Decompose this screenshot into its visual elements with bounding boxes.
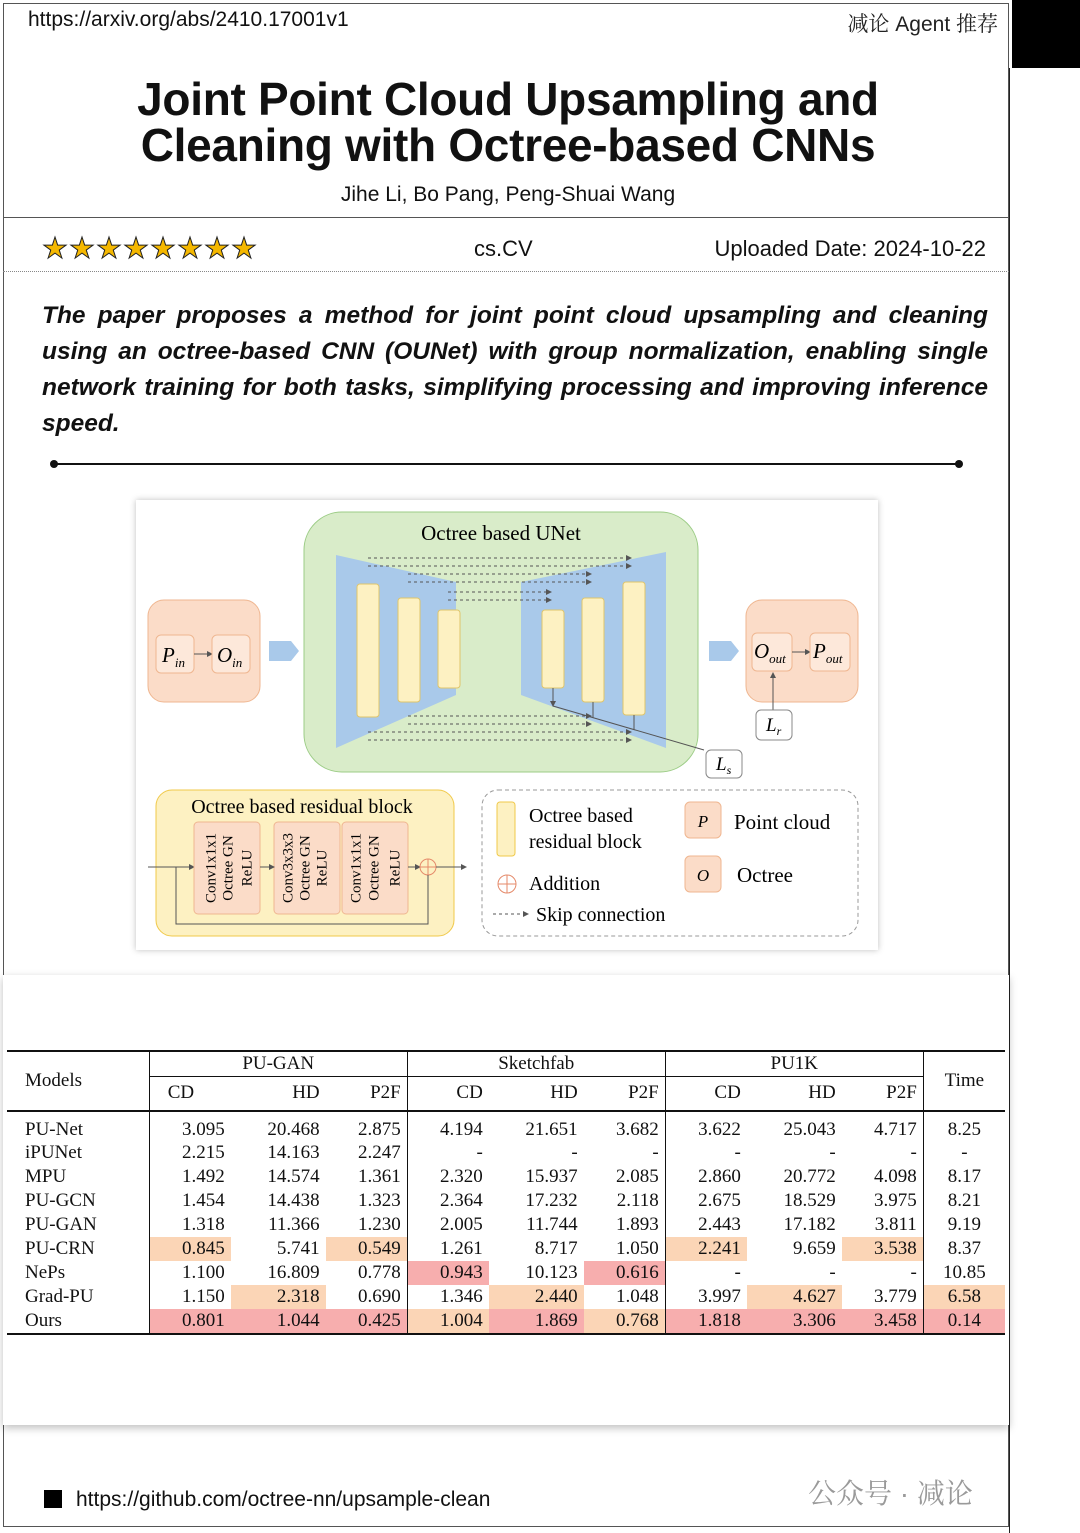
table-cell: 14.163 [267, 1141, 320, 1163]
group-header: PU1K [665, 1051, 923, 1077]
metric-header: CD [149, 1077, 231, 1111]
table-cell: 1.230 [357, 1213, 401, 1235]
table-cell: - [910, 1261, 917, 1283]
table-row [7, 1237, 1005, 1261]
table-cell: - [923, 1141, 1005, 1165]
encoder-block [398, 598, 420, 702]
table-cell: 17.182 [783, 1213, 836, 1235]
table-cell: 0.690 [357, 1285, 401, 1307]
layer-label: Conv1x1x1 [348, 832, 365, 904]
metric-header: P2F [886, 1082, 917, 1104]
table-cell: 3.997 [665, 1285, 747, 1309]
table-cell: 1.044 [231, 1309, 326, 1334]
table-cell: - [407, 1141, 489, 1165]
table-cell: - [652, 1141, 659, 1163]
table-cell: 20.772 [783, 1165, 836, 1187]
table-cell: 5.741 [276, 1237, 320, 1259]
table-cell: 2.675 [665, 1189, 747, 1213]
table-cell: 8.21 [923, 1189, 1005, 1213]
table-cell: - [829, 1141, 836, 1163]
model-name: PU-GAN [25, 1213, 97, 1235]
legend-o-letter: O [696, 866, 710, 885]
table-cell: 1.893 [616, 1213, 659, 1235]
category: cs.CV [474, 236, 533, 261]
metric-header: HD [550, 1082, 578, 1104]
authors: Jihe Li, Bo Pang, Peng-Shuai Wang [340, 183, 676, 206]
table-row [7, 1213, 1005, 1237]
table-cell: 3.811 [874, 1213, 917, 1235]
table-cell: 0.549 [326, 1237, 408, 1261]
meta-rule [3, 271, 1009, 272]
table-cell: 2.085 [616, 1165, 659, 1187]
table-cell: 21.651 [525, 1118, 578, 1140]
table-cell: 14.574 [267, 1165, 320, 1187]
table-cell: 3.622 [665, 1111, 747, 1141]
table-cell: 0.616 [584, 1261, 666, 1285]
layer-label: Octree GN [297, 835, 314, 901]
table-cell: 3.779 [874, 1285, 917, 1307]
legend-point-cloud: Point cloud [734, 810, 831, 834]
encoder-block [438, 610, 460, 688]
legend-res-2: residual block [529, 831, 642, 853]
rating-stars: ★★★★★★★★ [42, 233, 258, 265]
layer-label: Conv3x3x3 [280, 832, 297, 904]
corner-block [1012, 0, 1080, 68]
table-cell: 4.194 [407, 1111, 489, 1141]
legend-res-1: Octree based [529, 805, 633, 827]
o-in-label: $O_{in}$ [217, 643, 243, 670]
model-name: PU-CRN [25, 1237, 95, 1259]
right-border [1009, 68, 1010, 1533]
header-rule [3, 217, 1009, 218]
table-cell: 3.538 [842, 1237, 924, 1261]
section-divider [54, 463, 959, 465]
table-cell: 2.318 [231, 1285, 326, 1309]
table-cell: 11.744 [526, 1213, 578, 1235]
table-cell: 1.818 [665, 1309, 747, 1334]
arxiv-url[interactable]: https://arxiv.org/abs/2410.17001v1 [28, 8, 349, 31]
table-cell: 8.37 [923, 1237, 1005, 1261]
layer-label: Conv1x1x1 [203, 832, 220, 904]
table-cell: 2.118 [616, 1189, 659, 1211]
model-name: iPUNet [25, 1141, 82, 1163]
table-cell: 17.232 [525, 1189, 578, 1211]
table-cell: 1.346 [407, 1285, 489, 1309]
layer-label: ReLU [239, 849, 256, 887]
table-row [7, 1189, 1005, 1213]
table-cell: 11.366 [268, 1213, 320, 1235]
paper-title [40, 73, 976, 171]
table-cell: 1.318 [149, 1213, 231, 1237]
table-cell: 3.975 [874, 1189, 917, 1211]
results-table [7, 1050, 1005, 1335]
architecture-figure [136, 500, 878, 950]
table-cell: 16.809 [267, 1261, 320, 1283]
unet-title: Octree based UNet [421, 521, 581, 545]
table-cell: 2.005 [407, 1213, 489, 1237]
table-cell: 3.682 [616, 1118, 659, 1140]
upload-date: Uploaded Date: 2024-10-22 [714, 236, 986, 261]
p-out-label: $P_{out}$ [813, 639, 843, 666]
input-arrow [269, 641, 299, 661]
decoder-block [623, 582, 645, 715]
model-name: PU-GCN [25, 1189, 96, 1211]
table-cell: 3.458 [842, 1309, 924, 1334]
table-cell: 1.100 [149, 1261, 231, 1285]
table-row [7, 1165, 1005, 1189]
table-cell: - [571, 1141, 578, 1163]
table-cell: 4.627 [747, 1285, 842, 1309]
layer-label: Octree GN [366, 835, 383, 901]
layer-label: ReLU [387, 849, 404, 887]
metric-header: P2F [370, 1082, 401, 1104]
table-cell: 0.845 [149, 1237, 231, 1261]
watermark: 公众号 · 减论 [808, 1478, 973, 1509]
table-cell: 2.215 [149, 1141, 231, 1165]
table-cell: 3.306 [747, 1309, 842, 1334]
table-cell: 0.425 [326, 1309, 408, 1334]
table-cell: 2.247 [357, 1141, 401, 1163]
table-cell: 0.801 [149, 1309, 231, 1334]
legend-octree: Octree [737, 863, 793, 887]
model-name: Grad-PU [25, 1285, 94, 1307]
brand-label: 减论 Agent 推荐 [847, 13, 998, 36]
metric-header: CD [665, 1077, 747, 1111]
table-cell: 10.123 [525, 1261, 578, 1283]
table-row [7, 1285, 1005, 1309]
table-cell: 0.768 [584, 1309, 666, 1334]
loss-r-label: $L_r$ [766, 715, 782, 738]
table-cell: 2.875 [357, 1118, 401, 1140]
table-cell: 2.364 [407, 1189, 489, 1213]
model-name: NePs [25, 1261, 66, 1283]
residual-block-title: Octree based residual block [191, 796, 413, 818]
bullet-square [44, 1490, 62, 1508]
table-cell: 8.717 [534, 1237, 578, 1259]
table-cell: 9.19 [923, 1213, 1005, 1237]
table-cell: 1.869 [489, 1309, 584, 1334]
table-cell: 2.860 [665, 1165, 747, 1189]
legend-block-swatch [497, 802, 515, 856]
results-body [7, 1111, 1005, 1334]
legend-p-letter: P [697, 812, 709, 831]
table-row [7, 1261, 1005, 1285]
metric-header: P2F [628, 1082, 659, 1104]
loss-s-label: $L_s$ [716, 754, 732, 777]
table-cell: 2.443 [665, 1213, 747, 1237]
summary: The paper proposes a method for joint point cloud upsampling and cleaning using an octree-based CNN (OUNet) with group normalization, enabling single network training for both tasks, simplifying processing and improving inference speed. [42, 302, 988, 437]
table-cell: 8.17 [923, 1165, 1005, 1189]
table-row [7, 1111, 1005, 1141]
table-cell: 18.529 [783, 1189, 836, 1211]
table-cell: 1.150 [149, 1285, 231, 1309]
table-cell: 6.58 [923, 1285, 1005, 1309]
table-cell: 2.241 [665, 1237, 747, 1261]
architecture-diagram [136, 500, 878, 950]
results-panel [3, 975, 1009, 1425]
table-cell: 1.048 [616, 1285, 659, 1307]
table-cell: - [910, 1141, 917, 1163]
table-cell: 1.361 [357, 1165, 401, 1187]
model-name: MPU [25, 1165, 67, 1187]
repo-link[interactable]: https://github.com/octree-nn/upsample-clean [76, 1488, 491, 1511]
table-cell: 2.320 [407, 1165, 489, 1189]
table-cell: 2.440 [489, 1285, 584, 1309]
table-cell: 15.937 [525, 1165, 578, 1187]
legend-addition: Addition [529, 873, 601, 895]
model-name: PU-Net [25, 1118, 84, 1140]
layer-label: Octree GN [220, 835, 237, 901]
title-line-1: Joint Point Cloud Upsampling and [137, 73, 879, 125]
table-cell: 9.659 [792, 1237, 836, 1259]
o-out-label: $O_{out}$ [754, 639, 786, 666]
table-cell: 1.261 [407, 1237, 489, 1261]
table-row [7, 1309, 1005, 1334]
encoder-block [357, 584, 379, 717]
group-header: PU-GAN [149, 1051, 407, 1077]
table-cell: 20.468 [267, 1118, 320, 1140]
table-cell: 14.438 [267, 1189, 320, 1211]
table-cell: 0.943 [407, 1261, 489, 1285]
table-cell: 4.717 [874, 1118, 917, 1140]
table-cell: 3.095 [149, 1111, 231, 1141]
output-arrow [709, 641, 739, 661]
metric-header-row [7, 1077, 1005, 1111]
table-cell: 1.454 [149, 1189, 231, 1213]
table-cell: 1.004 [407, 1309, 489, 1334]
model-name: Ours [25, 1309, 62, 1331]
table-row [7, 1141, 1005, 1165]
table-cell: - [829, 1261, 836, 1283]
metric-header: HD [808, 1082, 836, 1104]
legend-skip: Skip connection [536, 904, 666, 926]
table-cell: 1.323 [357, 1189, 401, 1211]
table-cell: 0.778 [357, 1261, 401, 1283]
title-line-2: Cleaning with Octree-based CNNs [140, 119, 876, 171]
models-header: Models [25, 1069, 82, 1091]
table-cell: - [665, 1261, 747, 1285]
table-cell: 4.098 [874, 1165, 917, 1187]
table-cell: 8.25 [923, 1111, 1005, 1141]
layer-label: ReLU [314, 849, 331, 887]
p-in-label: $P_{in}$ [162, 643, 185, 670]
table-cell: 0.14 [923, 1309, 1005, 1334]
table-cell: 25.043 [783, 1118, 836, 1140]
table-cell: - [665, 1141, 747, 1165]
table-cell: 1.492 [149, 1165, 231, 1189]
group-header: Sketchfab [407, 1051, 665, 1077]
table-cell: 10.85 [923, 1261, 1005, 1285]
time-header: Time [923, 1051, 1005, 1111]
decoder-block [582, 598, 604, 702]
metric-header: CD [407, 1077, 489, 1111]
table-cell: 1.050 [616, 1237, 659, 1259]
metric-header: HD [292, 1082, 320, 1104]
decoder-block [542, 610, 564, 688]
group-header-row [7, 1051, 1005, 1077]
